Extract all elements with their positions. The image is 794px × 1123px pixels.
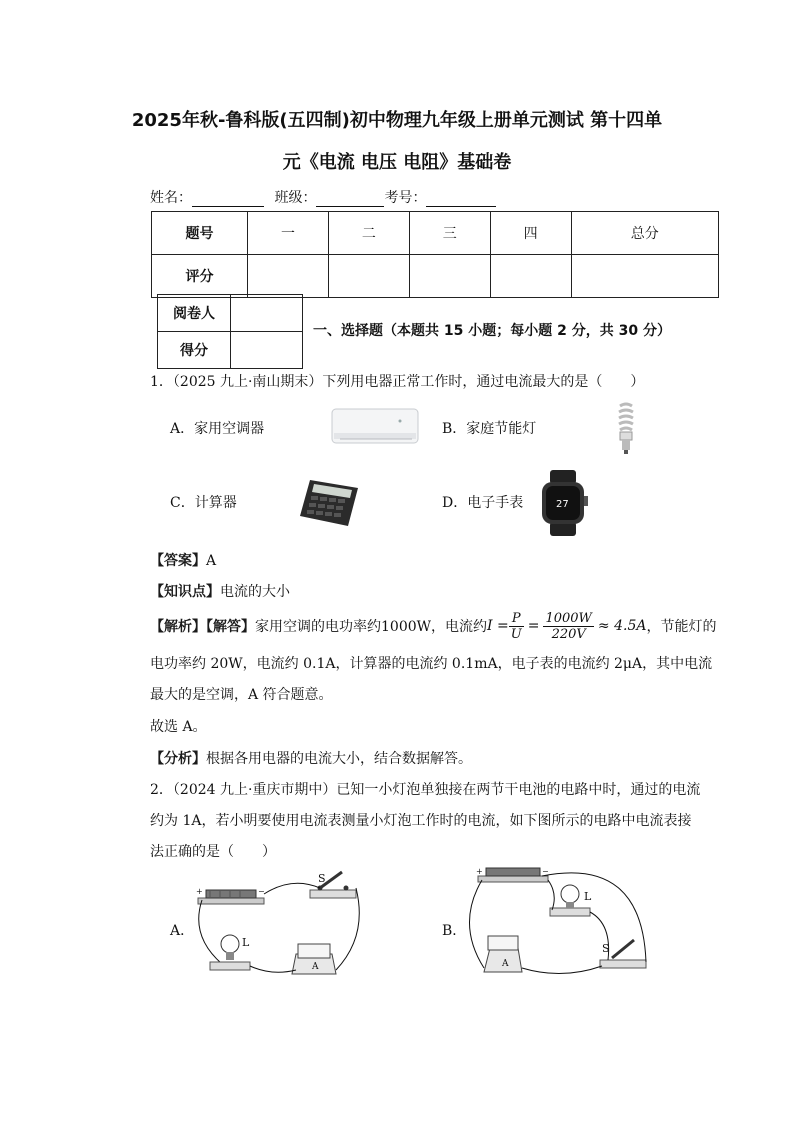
air-conditioner-icon — [330, 405, 422, 449]
knowledge-label: 【知识点】 — [150, 584, 220, 600]
q1-analysis-line3: 最大的是空调，A 符合题意。 — [150, 687, 333, 703]
q2-option-a[interactable]: A． — [170, 923, 195, 939]
energy-saving-bulb-icon — [612, 400, 640, 458]
score-header-cell: 总分 — [571, 212, 719, 255]
exam-label: 考号： — [384, 190, 427, 206]
score-cell[interactable] — [248, 255, 329, 298]
score-header-cell: 一 — [248, 212, 329, 255]
q1-option-b[interactable]: B．家庭节能灯 — [442, 421, 537, 437]
name-field[interactable] — [192, 190, 264, 207]
circuit-b-diagram — [462, 864, 652, 988]
battery-plus-label: + — [196, 887, 203, 896]
calculator-icon — [298, 478, 360, 528]
grader-table — [157, 294, 303, 369]
formula-result: ≈ 4.5A — [597, 618, 647, 634]
q1-answer-line — [150, 550, 216, 570]
score-cell[interactable] — [409, 255, 490, 298]
score-header-cell: 四 — [490, 212, 571, 255]
battery-plus-label: + — [476, 867, 483, 876]
q1-fenxi-line — [150, 748, 472, 768]
class-field[interactable] — [316, 190, 384, 207]
reviewer-cell[interactable] — [231, 295, 303, 332]
score-header-cell: 三 — [409, 212, 490, 255]
q1-knowledge-line — [150, 581, 290, 601]
q1-analysis-line2: 电功率约 20W，电流约 0.1A，计算器的电流约 0.1mA，电子表的电流约 2μA，其中电流 — [150, 656, 713, 672]
fenxi-value: 根据各用电器的电流大小，结合数据解答。 — [206, 751, 472, 767]
score-header-cell: 题号 — [152, 212, 248, 255]
ammeter-label: A — [502, 959, 509, 969]
score-table-row — [152, 255, 719, 298]
exam-field[interactable] — [426, 190, 496, 207]
q1-option-a[interactable]: A．家用空调器 — [170, 421, 265, 437]
score-cell[interactable] — [490, 255, 571, 298]
analysis-label: 【解析】【解答】 — [150, 619, 255, 635]
formula-fraction-pu: $\frac{P}{U}$ — [510, 610, 522, 642]
analysis-text-a: 家用空调的电功率约1000W，电流约 — [255, 619, 488, 635]
switch-label: S — [318, 872, 326, 885]
analysis-text-b: ，节能灯的 — [646, 619, 717, 635]
q1-option-d[interactable]: D．电子手表 — [442, 495, 524, 511]
switch-label: S — [602, 942, 610, 955]
ammeter-label: A — [312, 962, 319, 972]
electronic-watch-icon — [536, 470, 592, 536]
score-table-header-row — [152, 212, 719, 255]
score-label: 得分 — [158, 332, 231, 369]
score-header-cell: 二 — [328, 212, 409, 255]
battery-minus-label: − — [258, 887, 265, 896]
lamp-label: L — [584, 890, 592, 903]
q1-option-c[interactable]: C．计算器 — [170, 495, 237, 511]
q1-analysis-line1: 【解析】【解答】 家用空调的电功率约1000W，电流约 I = $\frac{P}{U}$ = $\frac{1000W}{220V}$ ≈ 4.5A ，节能灯的 — [150, 610, 717, 642]
question-2-line3: 法正确的是（ ） — [150, 844, 276, 860]
reviewer-label: 阅卷人 — [158, 295, 231, 332]
name-label: 姓名： — [150, 190, 192, 206]
score-row-label: 评分 — [152, 255, 248, 298]
formula-lhs: I = — [487, 618, 509, 634]
question-1-stem: 1．（2025 九上·南山期末）下列用电器正常工作时，通过电流最大的是（ ） — [150, 374, 645, 390]
question-2-line2: 约为 1A，若小明要使用电流表测量小灯泡工作时的电流，如下图所示的电路中电流表接 — [150, 813, 692, 829]
knowledge-value: 电流的大小 — [220, 584, 290, 600]
info-line — [150, 187, 496, 207]
answer-value: A — [206, 553, 217, 569]
answer-label: 【答案】 — [150, 553, 206, 569]
score-table — [151, 211, 719, 298]
page-title-line1: 2025年秋-鲁科版(五四制)初中物理九年级上册单元测试 第十四单 — [131, 110, 663, 131]
battery-minus-label: − — [542, 867, 549, 876]
page-title-line2: 元《电流 电压 电阻》基础卷 — [282, 152, 512, 173]
q1-choose: 故选 A。 — [150, 719, 207, 735]
lamp-label: L — [242, 936, 250, 949]
svg-text:27: 27 — [556, 499, 569, 510]
question-2-line1: 2．（2024 九上·重庆市期中）已知一小灯泡单独接在两节干电池的电路中时，通过的电流 — [150, 782, 701, 798]
class-label: 班级： — [274, 190, 317, 206]
formula-fraction-values: $\frac{1000W}{220V}$ — [545, 610, 592, 642]
section-heading: 一、选择题（本题共 15 小题；每小题 2 分，共 30 分） — [313, 323, 671, 339]
grader-score-cell[interactable] — [231, 332, 303, 369]
score-cell[interactable] — [328, 255, 409, 298]
fenxi-label: 【分析】 — [150, 751, 206, 767]
circuit-a-diagram — [192, 866, 362, 986]
q2-option-b[interactable]: B． — [442, 923, 467, 939]
score-cell[interactable] — [571, 255, 719, 298]
